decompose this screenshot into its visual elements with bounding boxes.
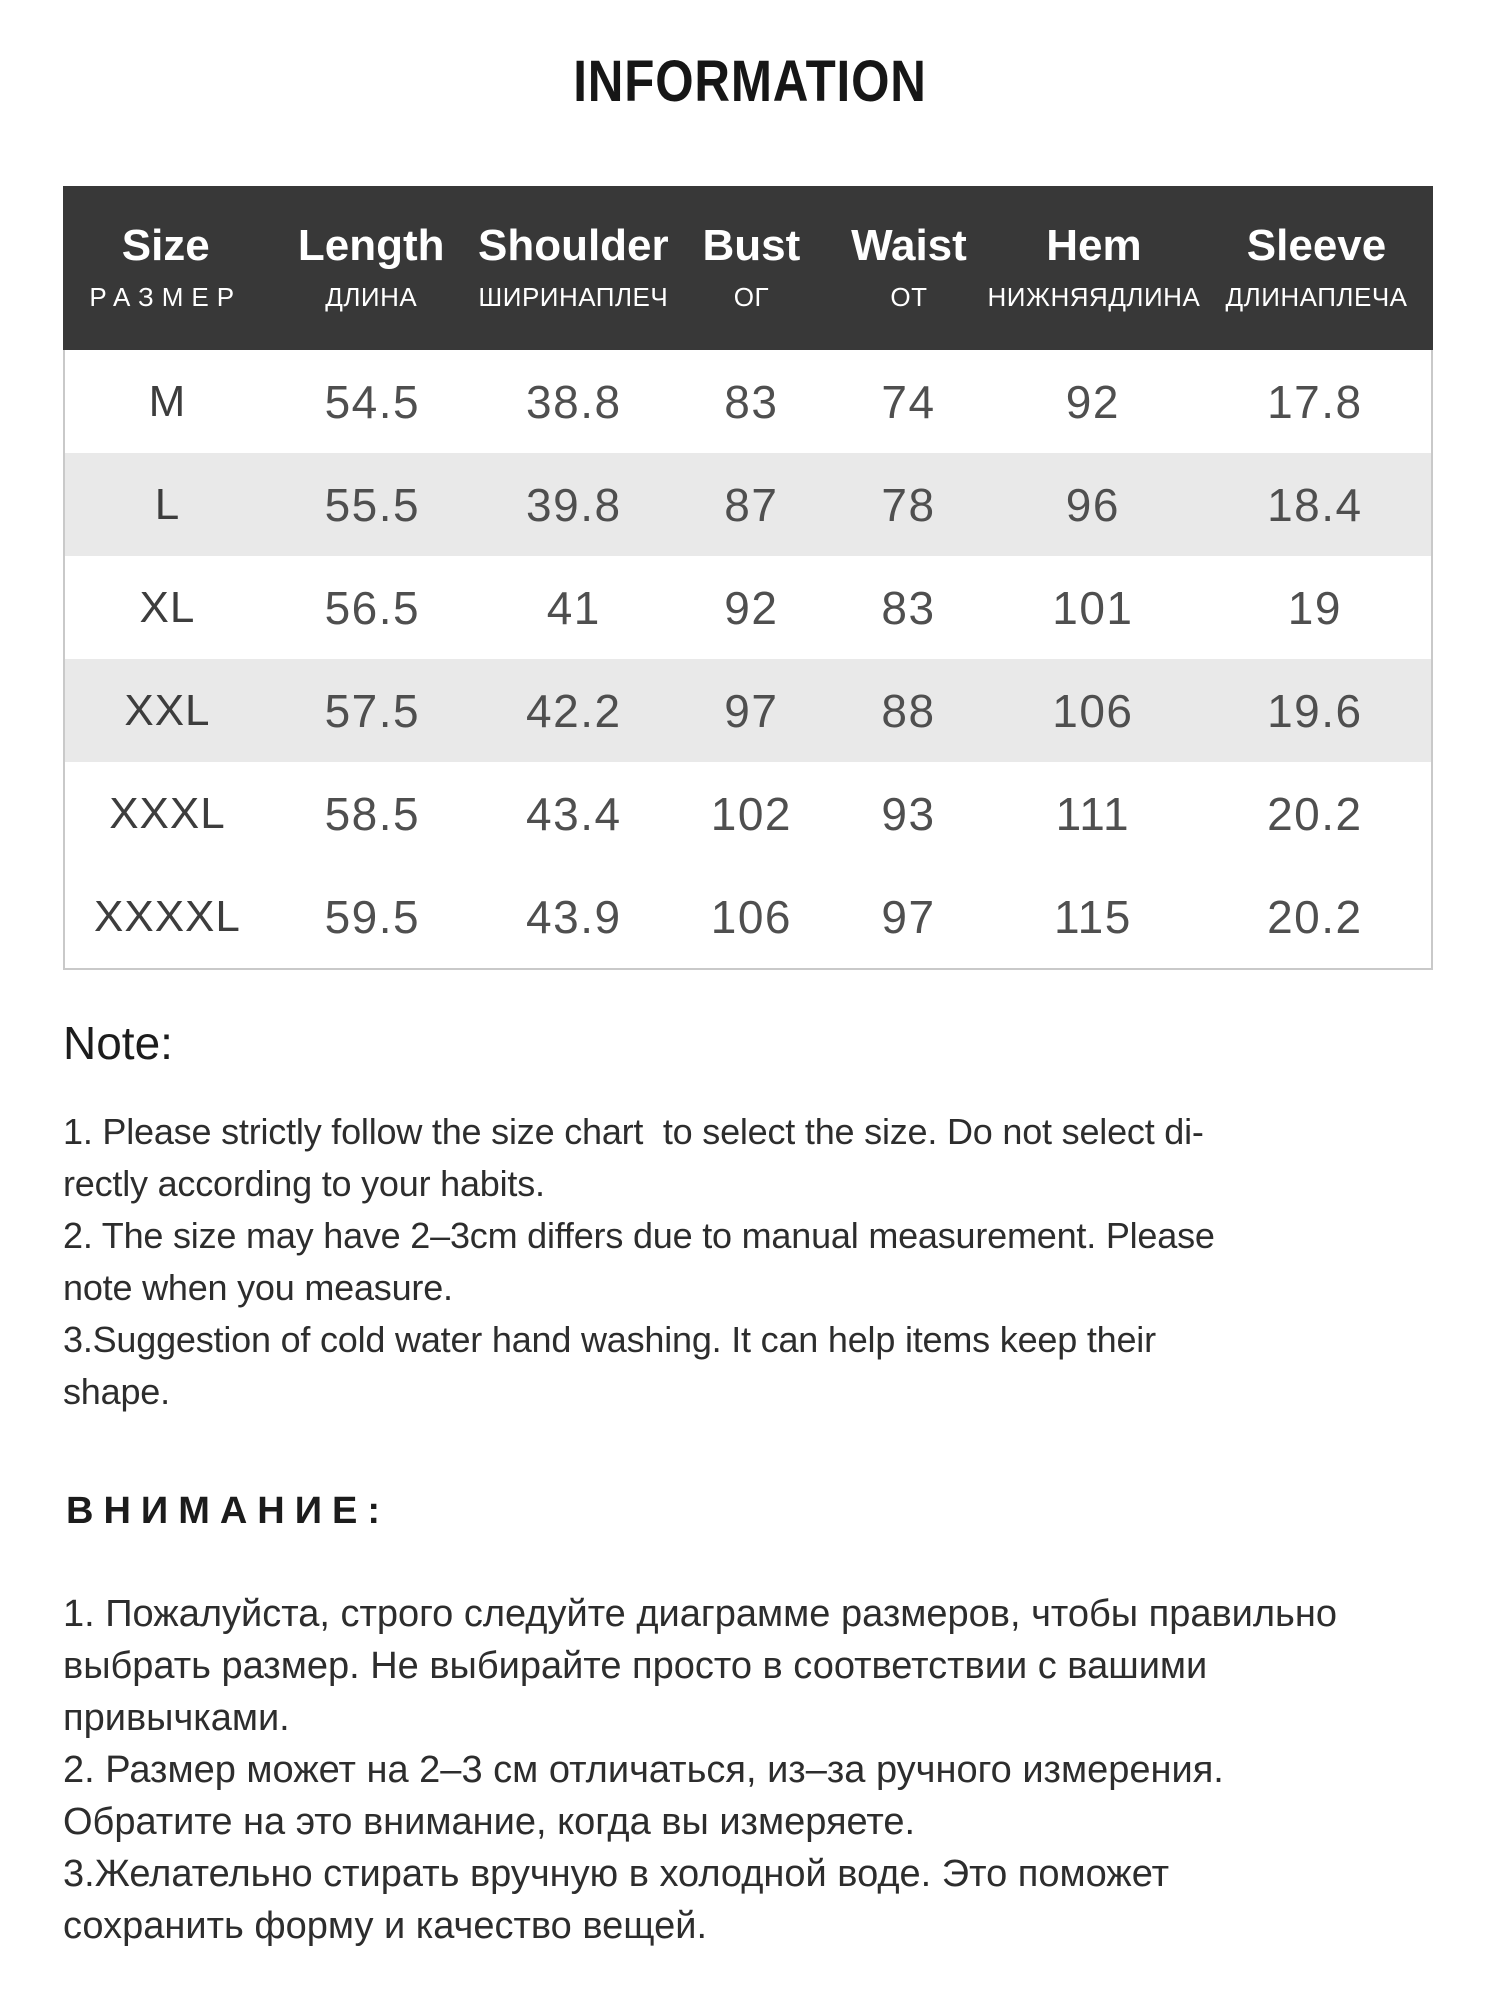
note-line: 2. The size may have 2–3cm differs due to manual measurement. Please (63, 1215, 1215, 1256)
table-cell: XXXL (109, 788, 226, 838)
notes-russian (63, 1588, 1443, 1952)
table-cell: 93 (881, 787, 936, 840)
table-cell: 54.5 (324, 375, 421, 428)
table-cell: 92 (1065, 375, 1120, 428)
table-cell: 39.8 (526, 478, 622, 531)
table-cell: 20.2 (1267, 890, 1363, 943)
table-cell: 59.5 (324, 890, 421, 943)
column-label-en: Waist (851, 221, 967, 270)
table-cell: 92 (724, 581, 779, 634)
note-line: rectly according to your habits. (63, 1163, 545, 1204)
column-label-ru: ОТ (890, 282, 928, 312)
column-label-en: Size (121, 221, 210, 270)
table-row-l (65, 453, 1431, 556)
page-title: INFORMATION (573, 49, 927, 114)
column-header-shoulder (474, 186, 673, 350)
column-header-length (269, 186, 475, 350)
table-row-xl (65, 556, 1431, 659)
note-line: shape. (63, 1371, 170, 1412)
table-cell: 38.8 (526, 375, 622, 428)
table-row-m (65, 350, 1431, 453)
column-header-sleeve (1200, 186, 1433, 350)
table-body (63, 350, 1433, 970)
table-cell: 101 (1052, 581, 1134, 634)
table-cell: 106 (710, 890, 792, 943)
table-cell: XXXXL (94, 891, 241, 941)
table-cell: L (154, 479, 181, 529)
table-cell: 43.4 (526, 787, 622, 840)
table-cell: 57.5 (324, 684, 421, 737)
column-label-ru: ДЛИНА (325, 282, 418, 312)
table-cell: 83 (724, 375, 779, 428)
table-cell: 19 (1287, 581, 1342, 634)
table-cell: 18.4 (1267, 478, 1363, 531)
column-label-en: Sleeve (1246, 221, 1387, 270)
column-label-ru: РАЗМЕР (89, 282, 243, 312)
column-header-bust (673, 186, 831, 350)
column-label-ru: ДЛИНАПЛЕЧА (1225, 282, 1408, 312)
column-label-ru: НИЖНЯЯДЛИНА (987, 282, 1201, 312)
table-cell: 115 (1053, 890, 1132, 943)
table-cell: XL (139, 582, 196, 632)
column-label-en: Bust (702, 221, 801, 270)
table-cell: 17.8 (1267, 375, 1363, 428)
table-cell: 20.2 (1267, 787, 1363, 840)
note-line: 3.Желательно стирать вручную в холодной воде. Это поможет (63, 1853, 1170, 1895)
note-line: Обратите на это внимание, когда вы измеряете. (63, 1801, 916, 1843)
table-cell: 83 (881, 581, 936, 634)
table-cell: 43.9 (526, 890, 622, 943)
size-chart-table (63, 186, 1433, 970)
table-cell: 97 (881, 890, 936, 943)
table-cell: 96 (1065, 478, 1120, 531)
table-header (63, 186, 1433, 350)
note-line: 1. Пожалуйста, строго следуйте диаграмме размеров, чтобы правильно (63, 1593, 1337, 1635)
table-cell: 88 (881, 684, 936, 737)
notes-english (63, 1106, 1443, 1418)
column-label-ru: ШИРИНАПЛЕЧ (478, 282, 669, 312)
table-cell: 78 (881, 478, 936, 531)
table-row-xxxxl (65, 865, 1431, 968)
column-header-size (63, 186, 269, 350)
table-cell: XXL (124, 685, 211, 735)
table-cell: 74 (881, 375, 936, 428)
column-label-en: Shoulder (477, 221, 669, 270)
column-label-en: Hem (1046, 221, 1142, 270)
table-cell: 87 (724, 478, 779, 531)
attention-heading: ВНИМАНИЕ: (66, 1490, 391, 1532)
table-cell: 19.6 (1267, 684, 1363, 737)
column-header-waist (830, 186, 988, 350)
note-line: 3.Suggestion of cold water hand washing. It can help items keep their (63, 1319, 1156, 1360)
table-cell: 97 (724, 684, 779, 737)
table-cell: 58.5 (324, 787, 421, 840)
table-cell: 106 (1052, 684, 1134, 737)
column-label-ru: ОГ (733, 282, 770, 312)
note-heading: Note: (63, 1017, 173, 1069)
table-cell: 111 (1055, 787, 1131, 840)
table-cell: 42.2 (526, 684, 622, 737)
column-label-en: Length (297, 221, 445, 270)
column-header-hem (988, 186, 1200, 350)
table-cell: M (148, 376, 187, 426)
note-line: выбрать размер. Не выбирайте просто в соответствии с вашими (63, 1645, 1208, 1687)
note-line: сохранить форму и качество вещей. (63, 1905, 707, 1947)
note-line: 1. Please strictly follow the size chart to select the size. Do not select di- (63, 1111, 1204, 1152)
note-line: привычками. (63, 1697, 290, 1739)
table-cell: 41 (546, 581, 601, 634)
table-row-xxl (65, 659, 1431, 762)
table-row-xxxl (65, 762, 1431, 865)
table-cell: 102 (710, 787, 792, 840)
table-cell: 55.5 (324, 478, 421, 531)
note-line: note when you measure. (63, 1267, 453, 1308)
note-line: 2. Размер может на 2–3 см отличаться, из–за ручного измерения. (63, 1749, 1224, 1791)
table-cell: 56.5 (324, 581, 421, 634)
